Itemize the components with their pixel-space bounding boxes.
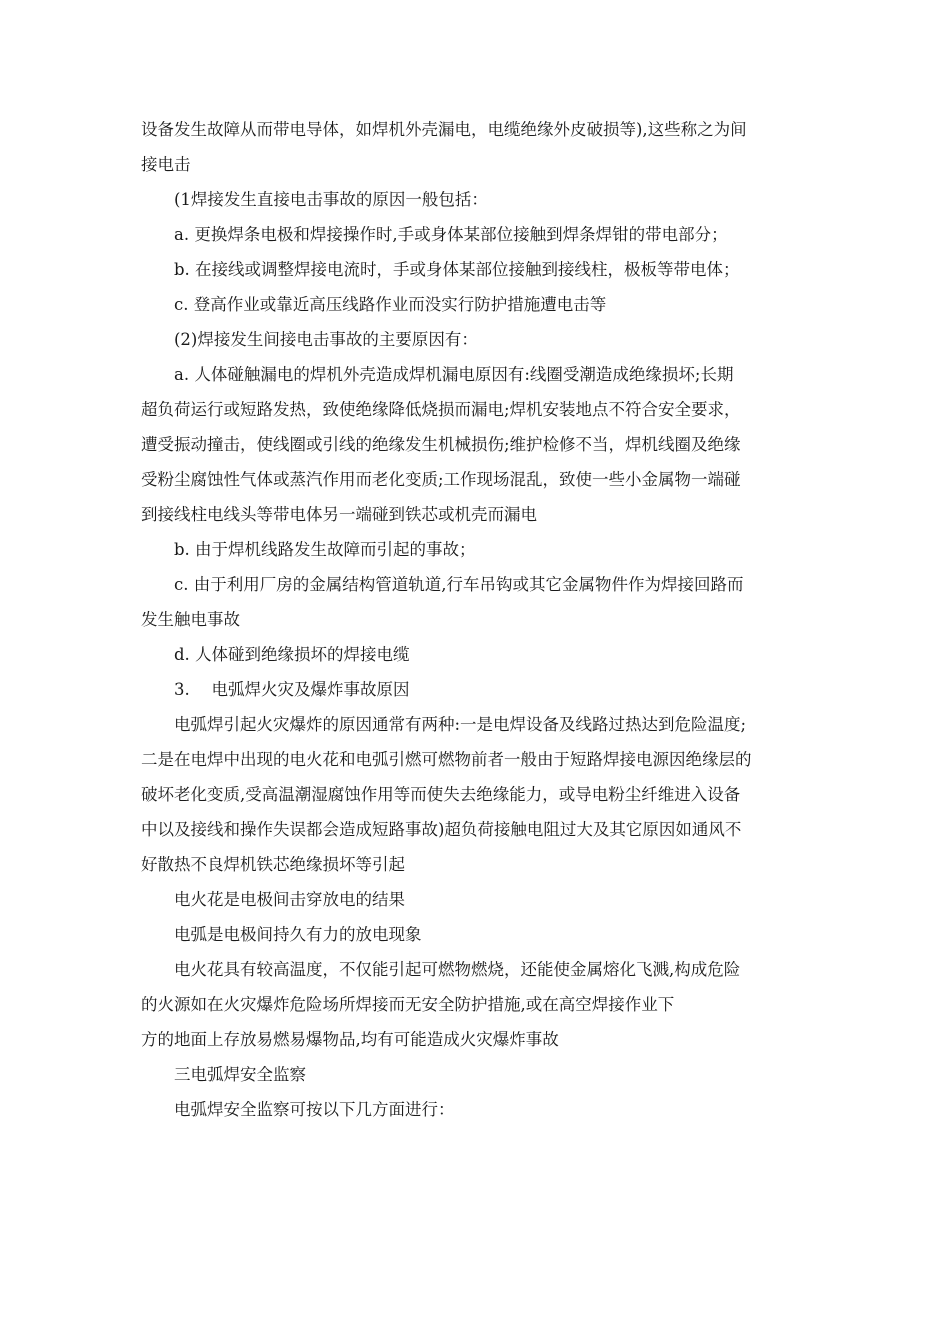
- text-line: b. 在接线或调整焊接电流时，手或身体某部位接触到接线柱，极板等带电体；: [174, 260, 740, 279]
- text-line: 方的地面上存放易燃易爆物品,均有可能造成火灾爆炸事故: [141, 1030, 559, 1049]
- text-line: 遭受振动撞击，使线圈或引线的绝缘发生机械损伤;维护检修不当，焊机线圈及绝缘: [141, 435, 741, 454]
- text-line: 电弧焊安全监察可按以下几方面进行：: [174, 1100, 455, 1119]
- text-line: 电弧是电极间持久有力的放电现象: [174, 925, 422, 944]
- section-heading: 三电弧焊安全监察: [174, 1065, 306, 1084]
- text-line: (1焊接发生直接电击事故的原因一般包括：: [174, 190, 488, 209]
- text-line: 二是在电焊中出现的电火花和电弧引燃可燃物前者一般由于短路焊接电源因绝缘层的: [141, 750, 752, 769]
- text-line: 到接线柱电线头等带电体另一端碰到铁芯或机壳而漏电: [141, 505, 537, 524]
- text-line: 的火源如在火灾爆炸危险场所焊接而无安全防护措施,或在高空焊接作业下: [141, 995, 675, 1014]
- text-line: b. 由于焊机线路发生故障而引起的事故；: [174, 540, 476, 559]
- text-line: 好散热不良焊机铁芯绝缘损坏等引起: [141, 855, 405, 874]
- text-line: 电火花是电极间击穿放电的结果: [174, 890, 405, 909]
- text-line: 超负荷运行或短路发热，致使绝缘降低烧损而漏电;焊机安装地点不符合安全要求，: [141, 400, 741, 419]
- text-line: a. 人体碰触漏电的焊机外壳造成焊机漏电原因有:线圈受潮造成绝缘损坏;长期: [174, 365, 734, 384]
- text-line: c. 登高作业或靠近高压线路作业而没实行防护措施遭电击等: [174, 295, 607, 314]
- text-line: 发生触电事故: [141, 610, 240, 629]
- text-line: d. 人体碰到绝缘损坏的焊接电缆: [174, 645, 410, 664]
- text-line: 电弧焊引起火灾爆炸的原因通常有两种:一是电焊设备及线路过热达到危险温度;: [174, 715, 747, 734]
- text-line: (2)焊接发生间接电击事故的主要原因有：: [174, 330, 478, 349]
- text-line: 设备发生故障从而带电导体，如焊机外壳漏电，电缆绝缘外皮破损等),这些称之为间: [141, 120, 747, 139]
- text-line: 中以及接线和操作失误都会造成短路事故)超负荷接触电阻过大及其它原因如通风不: [141, 820, 742, 839]
- section-heading: 3. 电弧焊火灾及爆炸事故原因: [174, 680, 410, 699]
- text-line: 接电击: [141, 155, 191, 174]
- document-page: [141, 112, 813, 1127]
- text-line: a. 更换焊条电极和焊接操作时,手或身体某部位接触到焊条焊钳的带电部分；: [174, 225, 728, 244]
- text-line: 破坏老化变质,受高温潮湿腐蚀作用等而使失去绝缘能力，或导电粉尘纤维进入设备: [141, 785, 741, 804]
- text-line: 受粉尘腐蚀性气体或蒸汽作用而老化变质;工作现场混乱，致使一些小金属物一端碰: [141, 470, 741, 489]
- text-line: 电火花具有较高温度，不仅能引起可燃物燃烧，还能使金属熔化飞溅,构成危险: [174, 960, 741, 979]
- text-line: c. 由于利用厂房的金属结构管道轨道,行车吊钩或其它金属物件作为焊接回路而: [174, 575, 744, 594]
